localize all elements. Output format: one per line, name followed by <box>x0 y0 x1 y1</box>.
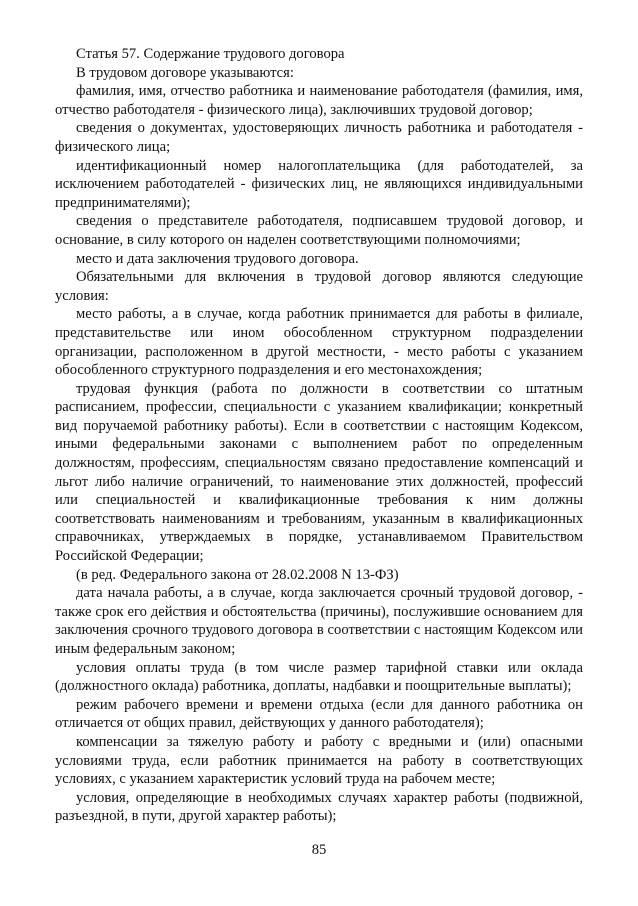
paragraph-work-schedule: режим рабочего времени и времени отдыха (если для данного работника он отличается от общих правил, действующих у данного работодателя); <box>55 696 583 732</box>
paragraph-place-of-work: место работы, а в случае, когда работник принимается для работы в филиале, представительстве или ином обособленном структурном подразделении организации, расположенном в другой местности, - место работы с указанием обособленного структурного подразделения и его местонахождения; <box>55 306 583 379</box>
paragraph-identity-documents: сведения о документах, удостоверяющих личность работника и работодателя - физического лица; <box>55 120 583 155</box>
paragraph-start-date: дата начала работы, а в случае, когда заключается срочный трудовой договор, - также срок его действия и обстоятельства (причины), послужившие основанием для заключения срочного трудового договора в соответствии с настоящим Кодексом или иным федеральным законом; <box>55 585 583 657</box>
paragraph-mandatory-conditions: Обязательными для включения в трудовой договор являются следующие условия: <box>55 269 583 304</box>
paragraph-intro: В трудовом договоре указываются: <box>76 64 294 81</box>
paragraph-nature-of-work: условия, определяющие в необходимых случаях характер работы (подвижной, разъездной, в пути, другой характер работы); <box>55 789 583 825</box>
paragraph-tax-number: идентификационный номер налогоплательщика (для работодателей, за исключением работодателей - физических лиц, не являющихся индивидуальными предпринимателями); <box>55 157 583 211</box>
paragraph-compensations: компенсации за тяжелую работу и работу с вредными и (или) опасными условиями труда, если работник принимается на работу в соответствующих условиях, с указанием характеристик условий труда на рабочем месте; <box>55 733 583 788</box>
paragraph-amendment-note: (в ред. Федерального закона от 28.02.2008 N 13-ФЗ) <box>76 566 399 583</box>
paragraph-employer-representative: сведения о представителе работодателя, подписавшем трудовой договор, и основание, в силу которого он наделен соответствующими полномочиями; <box>55 213 583 248</box>
paragraph-labor-function: трудовая функция (работа по должности в соответствии со штатным расписанием, профессии, специальности с указанием квалификации; конкретный вид поручаемой работнику работы). Если в соответствии с настоящим Кодексом, иными федеральными законами с выполнением работ по определенным должностям, профессиям, специальностям связано предоставление компенсаций и льгот либо наличие ограничений, то наименование этих должностей, профессий или специальностей и квалификационные требования к ним должны соответствовать наименованиям и требованиям, указанным в квалификационных справочниках, утверждаемых в порядке, устанавливаемом Правительством Российской Федерации; <box>55 380 583 565</box>
paragraph-names: фамилия, имя, отчество работника и наименование работодателя (фамилия, имя, отчество работодателя - физического лица), заключивших трудовой договор; <box>55 83 583 118</box>
document-body <box>55 45 583 826</box>
paragraph-payment-conditions: условия оплаты труда (в том числе размер тарифной ставки или оклада (должностного оклада) работника, доплаты, надбавки и поощрительные выплаты); <box>55 659 583 695</box>
page-number: 85 <box>311 842 327 858</box>
article-heading: Статья 57. Содержание трудового договора <box>76 46 345 62</box>
paragraph-place-date: место и дата заключения трудового договора. <box>76 250 359 267</box>
